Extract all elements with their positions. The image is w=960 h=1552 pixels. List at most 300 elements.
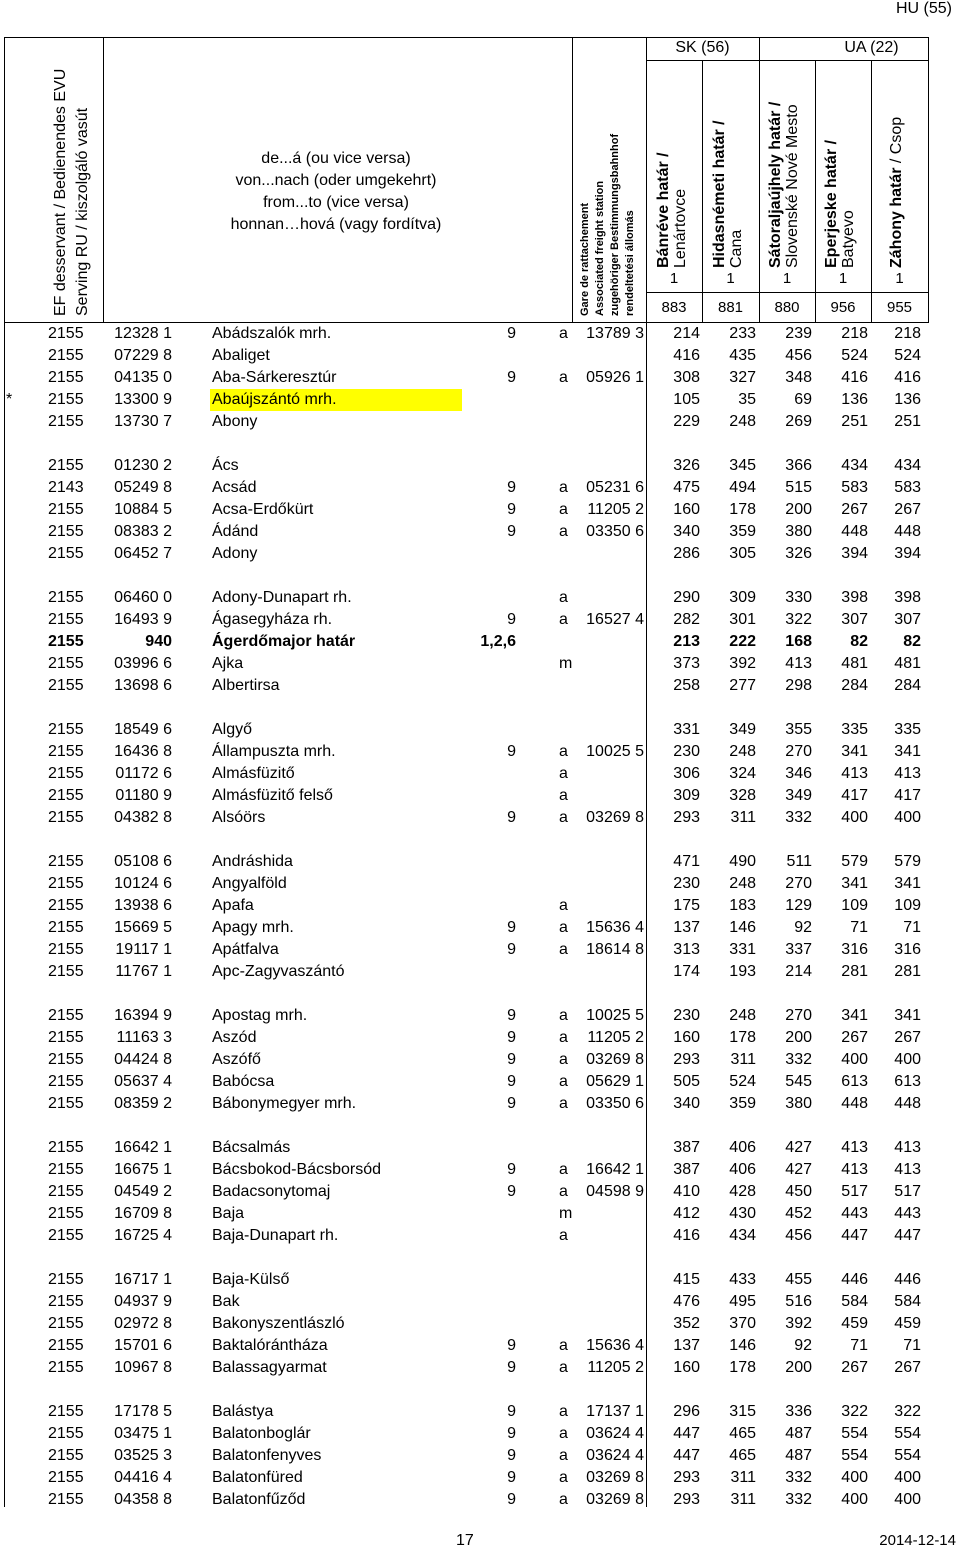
cell-distance: 524: [729, 1073, 756, 1090]
cell-distance: 355: [785, 721, 812, 738]
cell-distance: 392: [729, 655, 756, 672]
page-code: HU (55): [895, 0, 952, 17]
cell-distance: 341: [894, 875, 921, 892]
cell-distance: 218: [894, 325, 921, 342]
cell-distance: 248: [729, 1007, 756, 1024]
table-row: [0, 785, 960, 807]
cell-ru: 2155: [48, 369, 84, 386]
table-row: [0, 807, 960, 829]
table-row: [0, 631, 960, 653]
cell-ru: 2155: [48, 655, 84, 672]
cell-distance: 400: [894, 1051, 921, 1068]
cell-name: Aba-Sárkeresztúr: [212, 369, 337, 386]
cell-distance: 270: [785, 1007, 812, 1024]
cell-distance: 71: [850, 919, 868, 936]
cell-distance: 307: [894, 611, 921, 628]
cell-distance: 175: [673, 897, 700, 914]
cell-ru: 2155: [48, 853, 84, 870]
cell-distance: 239: [785, 325, 812, 342]
cell-note: 9: [507, 1073, 516, 1090]
cell-flag: a: [559, 1337, 568, 1354]
cell-distance: 327: [729, 369, 756, 386]
cell-distance: 434: [841, 457, 868, 474]
cell-name: Aszód: [212, 1029, 257, 1046]
cell-distance: 447: [894, 1227, 921, 1244]
cell-note: 1,2,6: [480, 633, 516, 650]
cell-distance: 456: [785, 1227, 812, 1244]
cell-ru: 2155: [48, 941, 84, 958]
cell-distance: 267: [841, 1029, 868, 1046]
cell-note: 9: [507, 1029, 516, 1046]
cell-distance: 233: [729, 325, 756, 342]
cell-name: Állampuszta mrh.: [212, 743, 336, 760]
cell-distance: 554: [894, 1447, 921, 1464]
cell-distance: 311: [730, 1051, 756, 1068]
cell-distance: 524: [841, 347, 868, 364]
cell-distance: 471: [673, 853, 700, 870]
cell-assoc: 11205 2: [587, 1029, 644, 1046]
cell-distance: 340: [673, 1095, 700, 1112]
cell-distance: 248: [729, 413, 756, 430]
cell-distance: 613: [841, 1073, 868, 1090]
cell-name: Ajka: [212, 655, 244, 672]
border-header-banreve: [655, 152, 689, 268]
cell-code: 16717 1: [114, 1271, 172, 1288]
cell-assoc: 03269 8: [586, 1491, 644, 1508]
cell-ru: 2155: [48, 589, 84, 606]
cell-name: Babócsa: [212, 1073, 275, 1090]
cell-distance: 481: [841, 655, 868, 672]
cell-code: 13698 6: [114, 677, 172, 694]
cell-code: 04424 8: [114, 1051, 172, 1068]
table-row: [0, 499, 960, 521]
cell-assoc: 16527 4: [586, 611, 644, 628]
cell-name: Badacsonytomaj: [212, 1183, 331, 1200]
cell-ru: 2155: [48, 963, 84, 980]
cell-distance: 335: [894, 721, 921, 738]
cell-flag: a: [559, 501, 568, 518]
cell-ru: 2155: [48, 1359, 84, 1376]
cell-distance: 465: [729, 1447, 756, 1464]
cell-distance: 400: [841, 1051, 868, 1068]
cell-distance: 160: [673, 1359, 700, 1376]
cell-distance: 311: [730, 1469, 756, 1486]
table-row: [0, 1049, 960, 1071]
cell-flag: a: [559, 1469, 568, 1486]
cell-flag: a: [559, 369, 568, 386]
header-divider-2: [572, 37, 573, 323]
table-row: [0, 323, 960, 345]
cell-flag: a: [559, 743, 568, 760]
cell-assoc: 05231 6: [586, 479, 644, 496]
cell-distance: 428: [729, 1183, 756, 1200]
cell-distance: 554: [841, 1425, 868, 1442]
cell-distance: 394: [841, 545, 868, 562]
cell-note: 9: [507, 501, 516, 518]
border-header-hidasnemeti: [711, 120, 745, 268]
cell-name: Abony: [212, 413, 258, 430]
cell-ru: 2155: [48, 1337, 84, 1354]
cell-distance: 284: [841, 677, 868, 694]
cell-distance: 286: [673, 545, 700, 562]
cell-distance: 352: [673, 1315, 700, 1332]
cell-distance: 452: [785, 1205, 812, 1222]
cell-distance: 349: [729, 721, 756, 738]
cell-distance: 406: [729, 1139, 756, 1156]
table-row: [0, 521, 960, 543]
cell-distance: 82: [903, 633, 921, 650]
cell-ru: 2155: [48, 1425, 84, 1442]
cell-distance: 448: [894, 523, 921, 540]
cell-distance: 69: [794, 391, 812, 408]
table-row: [0, 1335, 960, 1357]
cell-assoc: 15636 4: [586, 919, 644, 936]
cell-distance: 346: [785, 765, 812, 782]
header-left-border: [4, 37, 5, 323]
cell-code: 10124 6: [114, 875, 172, 892]
cell-assoc: 03269 8: [586, 809, 644, 826]
cell-distance: 475: [673, 479, 700, 496]
cell-code: 07229 8: [114, 347, 172, 364]
cell-name: Aszófő: [212, 1051, 261, 1068]
cell-distance: 267: [894, 1029, 921, 1046]
border-header-satoraljaujhely: [767, 102, 801, 268]
cell-distance: 417: [894, 787, 921, 804]
cell-distance: 293: [673, 1051, 700, 1068]
border-name-normal: Lenártovce: [672, 188, 689, 268]
cell-distance: 448: [841, 1095, 868, 1112]
cell-distance: 584: [841, 1293, 868, 1310]
cell-distance: 481: [894, 655, 921, 672]
cell-distance: 322: [841, 1403, 868, 1420]
cell-code: 01172 6: [115, 765, 172, 782]
cell-distance: 370: [729, 1315, 756, 1332]
cell-distance: 387: [673, 1161, 700, 1178]
border-name-normal: Cana: [728, 229, 745, 268]
cell-assoc: 05629 1: [586, 1073, 644, 1090]
cell-distance: 301: [729, 611, 756, 628]
table-row: [0, 1269, 960, 1291]
cell-code: 15669 5: [114, 919, 172, 936]
cell-name: Abaújszántó mrh.: [212, 391, 337, 408]
cell-name: Balassagyarmat: [212, 1359, 327, 1376]
cell-distance: 230: [673, 743, 700, 760]
cell-flag: a: [559, 1051, 568, 1068]
group-divider: [646, 60, 928, 61]
cell-distance: 306: [673, 765, 700, 782]
cell-flag: a: [559, 325, 568, 342]
cell-distance: 545: [785, 1073, 812, 1090]
cell-code: 01180 9: [115, 787, 172, 804]
cell-ru: 2155: [48, 1227, 84, 1244]
cell-code: 05108 6: [114, 853, 172, 870]
group-ua: UA (22): [844, 39, 899, 56]
cell-distance: 400: [894, 1491, 921, 1508]
cell-flag: m: [559, 1205, 573, 1222]
cell-distance: 322: [894, 1403, 921, 1420]
cell-flag: a: [559, 1403, 568, 1420]
cell-distance: 398: [841, 589, 868, 606]
direction-line-4: honnan…hová (vagy fordítva): [230, 216, 442, 233]
table-row: [0, 1467, 960, 1489]
cell-ru: 2155: [48, 523, 84, 540]
cell-code: 18549 6: [114, 721, 172, 738]
cell-note: 9: [507, 809, 516, 826]
table-row: [0, 917, 960, 939]
cell-distance: 341: [841, 875, 868, 892]
direction-header: [216, 148, 456, 236]
cell-distance: 71: [903, 919, 921, 936]
cell-code: 04937 9: [114, 1293, 172, 1310]
cell-ru: 2155: [48, 501, 84, 518]
table-row: [0, 653, 960, 675]
cell-name: Balatonfűződ: [212, 1491, 306, 1508]
cell-flag: a: [559, 523, 568, 540]
cell-distance: 450: [785, 1183, 812, 1200]
cell-ru: 2155: [48, 1161, 84, 1178]
direction-line-2: von...nach (oder umgekehrt): [235, 172, 437, 189]
cell-distance: 447: [673, 1447, 700, 1464]
table-row: [0, 1357, 960, 1379]
cell-flag: a: [559, 1227, 568, 1244]
cell-ru: 2155: [48, 633, 84, 650]
cell-distance: 448: [841, 523, 868, 540]
table-row: [0, 1137, 960, 1159]
cell-distance: 248: [729, 743, 756, 760]
cell-distance: 82: [850, 633, 868, 650]
cell-code: 15701 6: [114, 1337, 172, 1354]
cell-name: Baja: [212, 1205, 245, 1222]
cell-assoc: 10025 5: [586, 1007, 644, 1024]
body-left-border: [4, 322, 5, 1507]
border-code: 881: [717, 299, 744, 316]
cell-name: Almásfüzitő felső: [212, 787, 333, 804]
cell-distance: 349: [785, 787, 812, 804]
border-name-bold: Záhony határ: [888, 167, 905, 268]
serving-line-2: Serving RU / kiszolgáló vasút: [74, 107, 91, 316]
cell-code: 12328 1: [114, 325, 172, 342]
table-row: [0, 741, 960, 763]
cell-flag: a: [559, 765, 568, 782]
cell-name: Alsóörs: [212, 809, 266, 826]
cell-distance: 92: [794, 919, 812, 936]
page-number: 17: [456, 1532, 474, 1549]
cell-distance: 332: [785, 809, 812, 826]
cell-name: Ágasegyháza rh.: [212, 611, 333, 628]
cell-distance: 293: [673, 809, 700, 826]
cell-distance: 579: [841, 853, 868, 870]
border-count: 1: [726, 270, 735, 287]
border-name-bold: Sátoraljaújhely határ /: [767, 101, 784, 268]
cell-distance: 109: [894, 897, 921, 914]
cell-ru: 2155: [48, 787, 84, 804]
cell-distance: 290: [673, 589, 700, 606]
cell-code: 03996 6: [114, 655, 172, 672]
cell-note: 9: [507, 1403, 516, 1420]
cell-distance: 35: [738, 391, 756, 408]
cell-flag: a: [559, 1161, 568, 1178]
cell-name: Baktalórántháza: [212, 1337, 328, 1354]
cell-code: 03525 3: [114, 1447, 172, 1464]
border-name-normal: Slovenské Nové Mesto: [784, 104, 801, 268]
cell-distance: 178: [729, 1359, 756, 1376]
cell-distance: 517: [894, 1183, 921, 1200]
cell-distance: 335: [841, 721, 868, 738]
cell-distance: 373: [673, 655, 700, 672]
cell-distance: 129: [785, 897, 812, 914]
cell-assoc: 03350 6: [586, 523, 644, 540]
cell-distance: 230: [673, 1007, 700, 1024]
cell-code: 19117 1: [115, 941, 172, 958]
border-name-normal: / Csop: [888, 116, 905, 168]
cell-distance: 178: [729, 501, 756, 518]
cell-ru: 2155: [48, 347, 84, 364]
cell-distance: 229: [673, 413, 700, 430]
table-row: [0, 1093, 960, 1115]
cell-distance: 515: [785, 479, 812, 496]
table-row: [0, 895, 960, 917]
cell-distance: 214: [785, 963, 812, 980]
cell-assoc: 11205 2: [587, 501, 644, 518]
cell-flag: m: [559, 655, 573, 672]
cell-ru: 2155: [48, 1095, 84, 1112]
cell-name: Abaliget: [212, 347, 270, 364]
cell-distance: 183: [729, 897, 756, 914]
cell-note: 9: [507, 479, 516, 496]
border-code: 880: [774, 299, 800, 316]
cell-ru: 2155: [48, 1051, 84, 1068]
cell-assoc: 03269 8: [586, 1469, 644, 1486]
cell-ru: 2155: [48, 1469, 84, 1486]
cell-ru: 2155: [48, 1447, 84, 1464]
group-sk: SK (56): [675, 39, 730, 56]
cell-distance: 413: [841, 1161, 868, 1178]
cell-distance: 511: [786, 853, 812, 870]
cell-name: Bábonymegyer mrh.: [212, 1095, 357, 1112]
cell-code: 08359 2: [114, 1095, 172, 1112]
cell-distance: 332: [785, 1491, 812, 1508]
station-line-1: Gare de rattachement: [579, 202, 591, 316]
cell-distance: 178: [729, 1029, 756, 1046]
border-count: 1: [838, 270, 848, 287]
serving-ru-header: [50, 69, 94, 316]
cell-ru: 2155: [48, 1293, 84, 1310]
cell-distance: 465: [729, 1425, 756, 1442]
cell-distance: 416: [673, 347, 700, 364]
cell-code: 04358 8: [114, 1491, 172, 1508]
cell-distance: 296: [673, 1403, 700, 1420]
cell-distance: 416: [841, 369, 868, 386]
cell-assoc: 03350 6: [586, 1095, 644, 1112]
cell-name: Balatonfüred: [212, 1469, 303, 1486]
cell-distance: 160: [673, 501, 700, 518]
border-name-normal: Batyevo: [840, 210, 857, 268]
cell-assoc: 03624 4: [586, 1425, 644, 1442]
cell-distance: 400: [841, 1491, 868, 1508]
cell-distance: 554: [841, 1447, 868, 1464]
cell-distance: 71: [850, 1337, 868, 1354]
table-row: [0, 1445, 960, 1467]
serving-line-1: EF desservant / Bedienendes EVU: [52, 68, 69, 316]
cell-code: 05637 4: [114, 1073, 172, 1090]
cell-code: 16675 1: [114, 1161, 172, 1178]
cell-distance: 269: [785, 413, 812, 430]
cell-distance: 413: [785, 655, 812, 672]
cell-distance: 495: [729, 1293, 756, 1310]
cell-code: 04135 0: [114, 369, 172, 386]
direction-line-1: de...á (ou vice versa): [261, 150, 411, 167]
cell-name: Ács: [212, 457, 239, 474]
cell-name: Bácsbokod-Bácsborsód: [212, 1161, 381, 1178]
cell-distance: 487: [785, 1447, 812, 1464]
cell-distance: 416: [894, 369, 921, 386]
cell-distance: 524: [894, 347, 921, 364]
cell-code: 10967 8: [114, 1359, 172, 1376]
cell-distance: 251: [894, 413, 921, 430]
cell-ru: 2155: [48, 611, 84, 628]
station-line-2: Associated freight station: [594, 180, 606, 316]
cell-distance: 341: [841, 1007, 868, 1024]
cell-name: Bakonyszentlászló: [212, 1315, 345, 1332]
cell-code: 04549 2: [114, 1183, 172, 1200]
cell-distance: 282: [673, 611, 700, 628]
cell-name: Angyalföld: [212, 875, 287, 892]
cell-note: 9: [507, 1425, 516, 1442]
cell-distance: 316: [894, 941, 921, 958]
cell-distance: 332: [785, 1469, 812, 1486]
cell-flag: a: [559, 1095, 568, 1112]
cell-note: 9: [507, 743, 516, 760]
table-row: [0, 675, 960, 697]
cell-distance: 251: [841, 413, 868, 430]
cell-name: Acsád: [212, 479, 257, 496]
cell-distance: 406: [729, 1161, 756, 1178]
cell-flag: a: [559, 1029, 568, 1046]
cell-ru: 2155: [48, 325, 84, 342]
cell-ru: 2155: [48, 1315, 84, 1332]
cell-distance: 490: [729, 853, 756, 870]
cell-distance: 416: [673, 1227, 700, 1244]
cell-distance: 446: [894, 1271, 921, 1288]
cell-distance: 394: [894, 545, 921, 562]
cell-ru: 2155: [48, 1271, 84, 1288]
cell-distance: 267: [894, 501, 921, 518]
cell-code: 16394 9: [114, 1007, 172, 1024]
cell-ru: 2155: [48, 413, 84, 430]
cell-ru: 2155: [48, 743, 84, 760]
cell-code: 10884 5: [114, 501, 172, 518]
table-row: [0, 411, 960, 433]
cell-distance: 366: [785, 457, 812, 474]
cell-name: Acsa-Erdőkürt: [212, 501, 314, 518]
direction-line-3: from...to (vice versa): [263, 194, 409, 211]
cell-note: 9: [507, 1095, 516, 1112]
cell-distance: 430: [729, 1205, 756, 1222]
cell-distance: 340: [673, 523, 700, 540]
cell-code: 16493 9: [114, 611, 172, 628]
cell-distance: 308: [673, 369, 700, 386]
cell-distance: 516: [785, 1293, 812, 1310]
cell-flag: a: [559, 1007, 568, 1024]
cell-distance: 200: [785, 1029, 812, 1046]
cell-distance: 281: [894, 963, 921, 980]
cell-distance: 433: [729, 1271, 756, 1288]
header-right-border: [928, 37, 929, 323]
cell-distance: 579: [894, 853, 921, 870]
cell-distance: 476: [673, 1293, 700, 1310]
cell-distance: 398: [894, 589, 921, 606]
table-row: [0, 1027, 960, 1049]
